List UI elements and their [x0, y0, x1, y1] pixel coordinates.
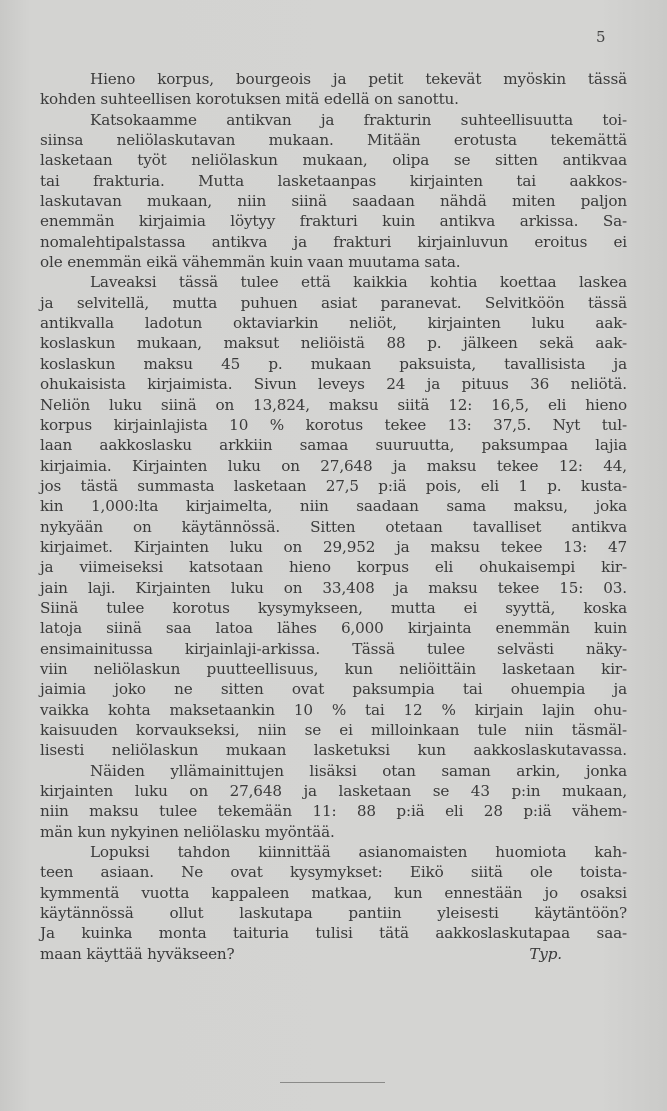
- text-line: kirjaimet. Kirjainten luku on 29,952 ja maksu tekee 13: 47: [40, 537, 627, 556]
- text-line: ohukaisista kirjaimista. Sivun leveys 24 ja pituus 36 neliötä.: [40, 375, 627, 394]
- text-line: korpus kirjainlajista 10 % korotus tekee 13: 37,5. Nyt tul-: [40, 415, 627, 434]
- text-line: laskutavan mukaan, niin siinä saadaan nähdä miten paljon: [40, 192, 627, 211]
- text-line: Laveaksi tässä tulee että kaikkia kohtia koettaa laskea: [90, 273, 627, 292]
- text-line: Hieno korpus, bourgeois ja petit tekevät myöskin tässä: [90, 70, 627, 88]
- text-line: Näiden yllämainittujen lisäksi otan saman arkin, jonka: [90, 761, 627, 780]
- text-line: lasketaan työt neliölaskun mukaan, olipa se sitten antikvaa: [40, 151, 627, 170]
- end-rule: [280, 1082, 385, 1083]
- text-line: latoja siinä saa latoa lähes 6,000 kirjainta enemmän kuin: [40, 619, 627, 638]
- text-line: nykyään on käytännössä. Sitten otetaan tavalliset antikva: [40, 517, 627, 536]
- text-line: Neliön luku siinä on 13,824, maksu siitä 12: 16,5, eli hieno: [40, 395, 627, 414]
- text-line: niin maksu tulee tekemään 11: 88 p:iä eli 28 p:iä vähem-: [40, 802, 627, 821]
- text-line: käytännössä ollut laskutapa pantiin yleisesti käytäntöön?: [40, 904, 627, 923]
- text-line: Siinä tulee korotus kysymykseen, mutta ei syyttä, koska: [40, 598, 627, 617]
- text-line: jaimia joko ne sitten ovat paksumpia tai ohuempia ja: [40, 680, 627, 699]
- text-line: Lopuksi tahdon kiinnittää asianomaisten huomiota kah-: [90, 843, 627, 862]
- article-body: [40, 69, 627, 964]
- text-line: jain laji. Kirjainten luku on 33,408 ja maksu tekee 15: 03.: [40, 578, 627, 597]
- text-line: Katsokaamme antikvan ja frakturin suhteellisuutta toi-: [90, 110, 627, 129]
- page-number: 5: [596, 28, 606, 46]
- text-line: kymmentä vuotta kappaleen matkaa, kun ennestään jo osaksi: [40, 883, 627, 902]
- text-line: tai frakturia. Mutta lasketaanpas kirjainten tai aakkos-: [40, 171, 627, 190]
- text-line: antikvalla ladotun oktaviarkin neliöt, kirjainten luku aak-: [40, 314, 627, 333]
- text-line: nomalehtipalstassa antikva ja frakturi kirjainluvun eroitus ei: [40, 232, 627, 251]
- text-line: koslaskun maksu 45 p. mukaan paksuista, tavallisista ja: [40, 354, 627, 373]
- text-line: Ja kuinka monta taituria tulisi tätä aakkoslaskutapaa saa-: [40, 924, 627, 943]
- closing-line: [40, 944, 627, 964]
- closing-text: maan käyttää hyväkseen?: [40, 944, 235, 963]
- text-line: vaikka kohta maksetaankin 10 % tai 12 % kirjain lajin ohu-: [40, 700, 627, 719]
- text-line: kirjainten luku on 27,648 ja lasketaan se 43 p:in mukaan,: [40, 782, 627, 801]
- text-line: lisesti neliölaskun mukaan lasketuksi kun aakkoslaskutavassa.: [40, 741, 627, 760]
- text-line: män kun nykyinen neliölasku myöntää.: [40, 822, 335, 841]
- text-line: siinsa neliölaskutavan mukaan. Mitään erotusta tekemättä: [40, 131, 627, 150]
- text-line: ja selvitellä, mutta puhuen asiat paranevat. Selvitköön tässä: [40, 293, 627, 312]
- text-line: ja viimeiseksi katsotaan hieno korpus eli ohukaisempi kir-: [40, 558, 627, 577]
- text-line: viin neliölaskun puutteellisuus, kun neliöittäin lasketaan kir-: [40, 659, 627, 678]
- text-line: teen asiaan. Ne ovat kysymykset: Eikö siitä ole toista-: [40, 863, 627, 882]
- text-line: jos tästä summasta lasketaan 27,5 p:iä pois, eli 1 p. kusta-: [40, 476, 627, 495]
- text-line: enemmän kirjaimia löytyy frakturi kuin antikva arkissa. Sa-: [40, 212, 627, 231]
- text-line: laan aakkoslasku arkkiin samaa suuruutta, paksumpaa lajia: [40, 436, 627, 455]
- text-line: koslaskun mukaan, maksut neliöistä 88 p. jälkeen sekä aak-: [40, 334, 627, 353]
- text-line: ensimainitussa kirjainlaji-arkissa. Tässä tulee selvästi näky-: [40, 639, 627, 658]
- text-line: kohden suhteellisen korotuksen mitä edellä on sanottu.: [40, 90, 459, 109]
- text-line: kirjaimia. Kirjainten luku on 27,648 ja maksu tekee 12: 44,: [40, 456, 627, 475]
- author-signature: Typ.: [529, 944, 562, 963]
- text-line: kin 1,000:lta kirjaimelta, niin saadaan sama maksu, joka: [40, 497, 627, 516]
- text-line: ole enemmän eikä vähemmän kuin vaan muutama sata.: [40, 253, 461, 272]
- text-line: kaisuuden korvaukseksi, niin se ei milloinkaan tule niin täsmäl-: [40, 721, 627, 739]
